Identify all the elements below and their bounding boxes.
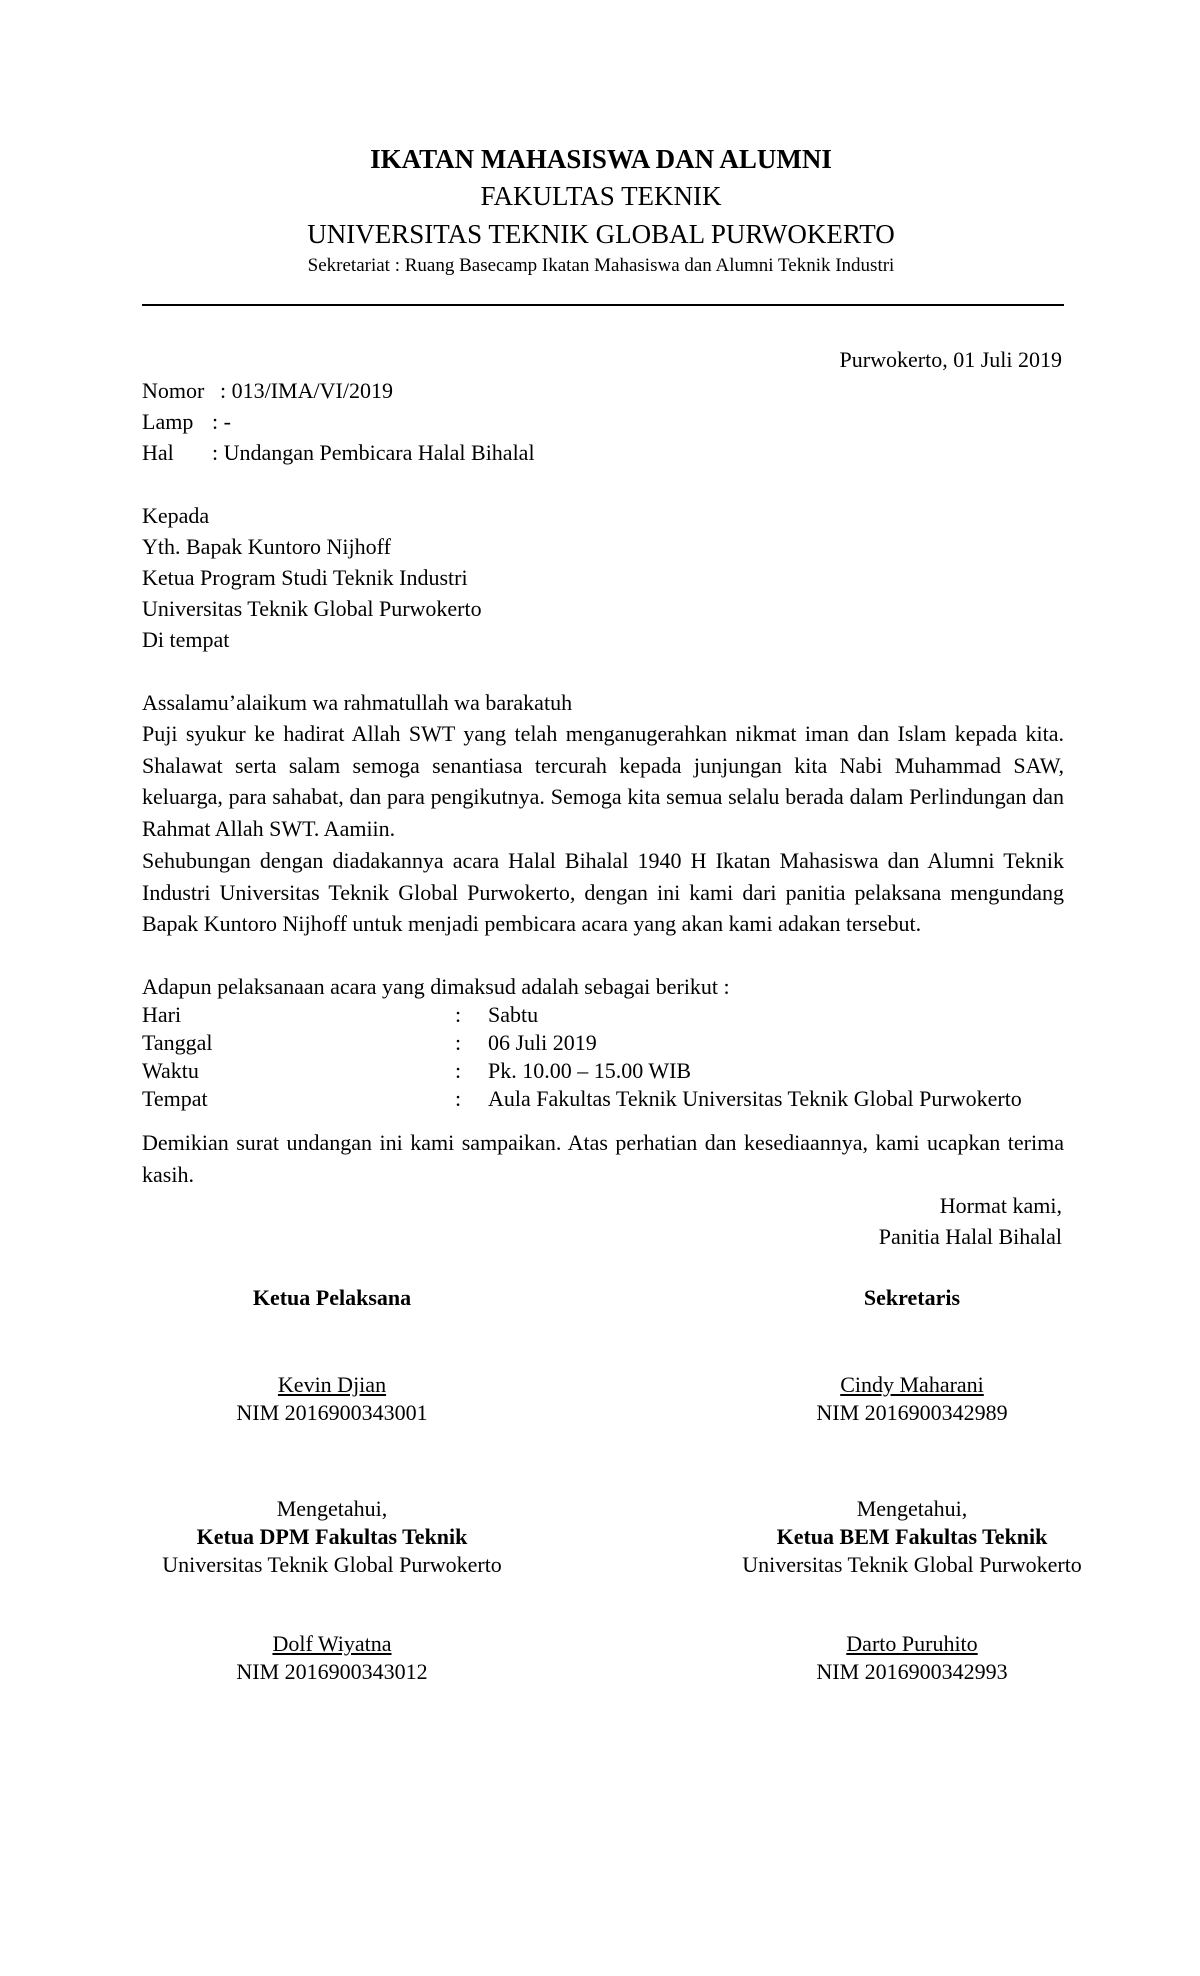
committee-line: Panitia Halal Bihalal <box>878 1224 1062 1249</box>
bem-acknowledged: Mengetahui, <box>856 1496 968 1521</box>
hal-value: : Undangan Pembicara Halal Bihalal <box>212 440 535 465</box>
faculty-name: FAKULTAS TEKNIK <box>480 181 722 211</box>
recipient-location: Di tempat <box>142 627 230 652</box>
bem-nim: NIM 2016900342993 <box>816 1659 1008 1684</box>
hal-row <box>142 437 535 468</box>
sekretaris-name: Cindy Maharani <box>840 1372 984 1397</box>
regards-line: Hormat kami, <box>939 1193 1062 1218</box>
sekretaris-title: Sekretaris <box>863 1285 961 1310</box>
recipient-institution: Universitas Teknik Global Purwokerto <box>142 596 482 621</box>
nomor-label: Nomor <box>142 378 205 403</box>
schedule-value: Pk. 10.00 – 15.00 WIB <box>488 1058 692 1083</box>
bem-university: Universitas Teknik Global Purwokerto <box>742 1552 1082 1577</box>
nomor-row <box>142 375 393 406</box>
sekretaris-nim: NIM 2016900342989 <box>816 1400 1008 1425</box>
dpm-name: Dolf Wiyatna <box>272 1631 392 1656</box>
schedule-label: Tempat <box>142 1086 208 1111</box>
schedule-colon: : <box>455 1002 462 1027</box>
schedule-colon: : <box>455 1058 462 1083</box>
recipient-name: Yth. Bapak Kuntoro Nijhoff <box>142 534 391 559</box>
schedule-value: 06 Juli 2019 <box>488 1030 597 1055</box>
university-name: UNIVERSITAS TEKNIK GLOBAL PURWOKERTO <box>307 219 895 249</box>
bem-title: Ketua BEM Fakultas Teknik <box>776 1524 1048 1549</box>
schedule-label: Hari <box>142 1002 182 1027</box>
lamp-value: : - <box>212 409 231 434</box>
dpm-nim: NIM 2016900343012 <box>236 1659 428 1684</box>
schedule-value: Sabtu <box>488 1002 539 1027</box>
schedule-value: Aula Fakultas Teknik Universitas Teknik Global Purwokerto <box>488 1086 1022 1111</box>
bem-name: Darto Puruhito <box>846 1631 978 1656</box>
ketua-title: Ketua Pelaksana <box>252 1285 412 1310</box>
lamp-row <box>142 406 231 437</box>
dpm-university: Universitas Teknik Global Purwokerto <box>162 1552 502 1577</box>
greeting: Assalamu’alaikum wa rahmatullah wa barakatuh <box>142 690 573 715</box>
schedule-label: Tanggal <box>142 1030 213 1055</box>
schedule-label: Waktu <box>142 1058 199 1083</box>
ketua-nim: NIM 2016900343001 <box>236 1400 428 1425</box>
letterhead-divider <box>142 304 1064 306</box>
recipient-kepada: Kepada <box>142 503 210 528</box>
closing-paragraph: Demikian surat undangan ini kami sampaikan. Atas perhatian dan kesediaannya, kami ucapkan terima kasih. <box>142 1130 1064 1187</box>
dpm-acknowledged: Mengetahui, <box>276 1496 388 1521</box>
org-name: IKATAN MAHASISWA DAN ALUMNI <box>370 144 832 174</box>
recipient-position: Ketua Program Studi Teknik Industri <box>142 565 468 590</box>
lamp-label: Lamp <box>142 409 194 434</box>
date-line: Purwokerto, 01 Juli 2019 <box>839 347 1062 372</box>
nomor-value: : 013/IMA/VI/2019 <box>220 378 393 403</box>
body-paragraph-1: Puji syukur ke hadirat Allah SWT yang telah menganugerahkan nikmat iman dan Islam kepada kita. Shalawat serta salam semoga senantiasa tercurah kepada junjungan kita Nabi Muhammad SAW, keluarga, para sahabat, dan para pengikutnya. Semoga kita semua selalu berada dalam Perlindungan dan Rahmat Allah SWT. Aamiin. <box>142 721 1064 841</box>
hal-label: Hal <box>142 440 174 465</box>
dpm-title: Ketua DPM Fakultas Teknik <box>196 1524 468 1549</box>
ketua-name: Kevin Djian <box>277 1372 387 1397</box>
schedule-colon: : <box>455 1086 462 1111</box>
schedule-colon: : <box>455 1030 462 1055</box>
body-paragraph-2: Sehubungan dengan diadakannya acara Halal Bihalal 1940 H Ikatan Mahasiswa dan Alumni Teknik Industri Universitas Teknik Global Purwokerto, dengan ini kami dari panitia pelaksana mengundang Bapak Kuntoro Nijhoff untuk menjadi pembicara acara yang akan kami adakan tersebut. <box>142 848 1064 936</box>
secretariat-line: Sekretariat : Ruang Basecamp Ikatan Mahasiswa dan Alumni Teknik Industri <box>307 255 895 276</box>
schedule-intro: Adapun pelaksanaan acara yang dimaksud adalah sebagai berikut : <box>142 974 730 999</box>
